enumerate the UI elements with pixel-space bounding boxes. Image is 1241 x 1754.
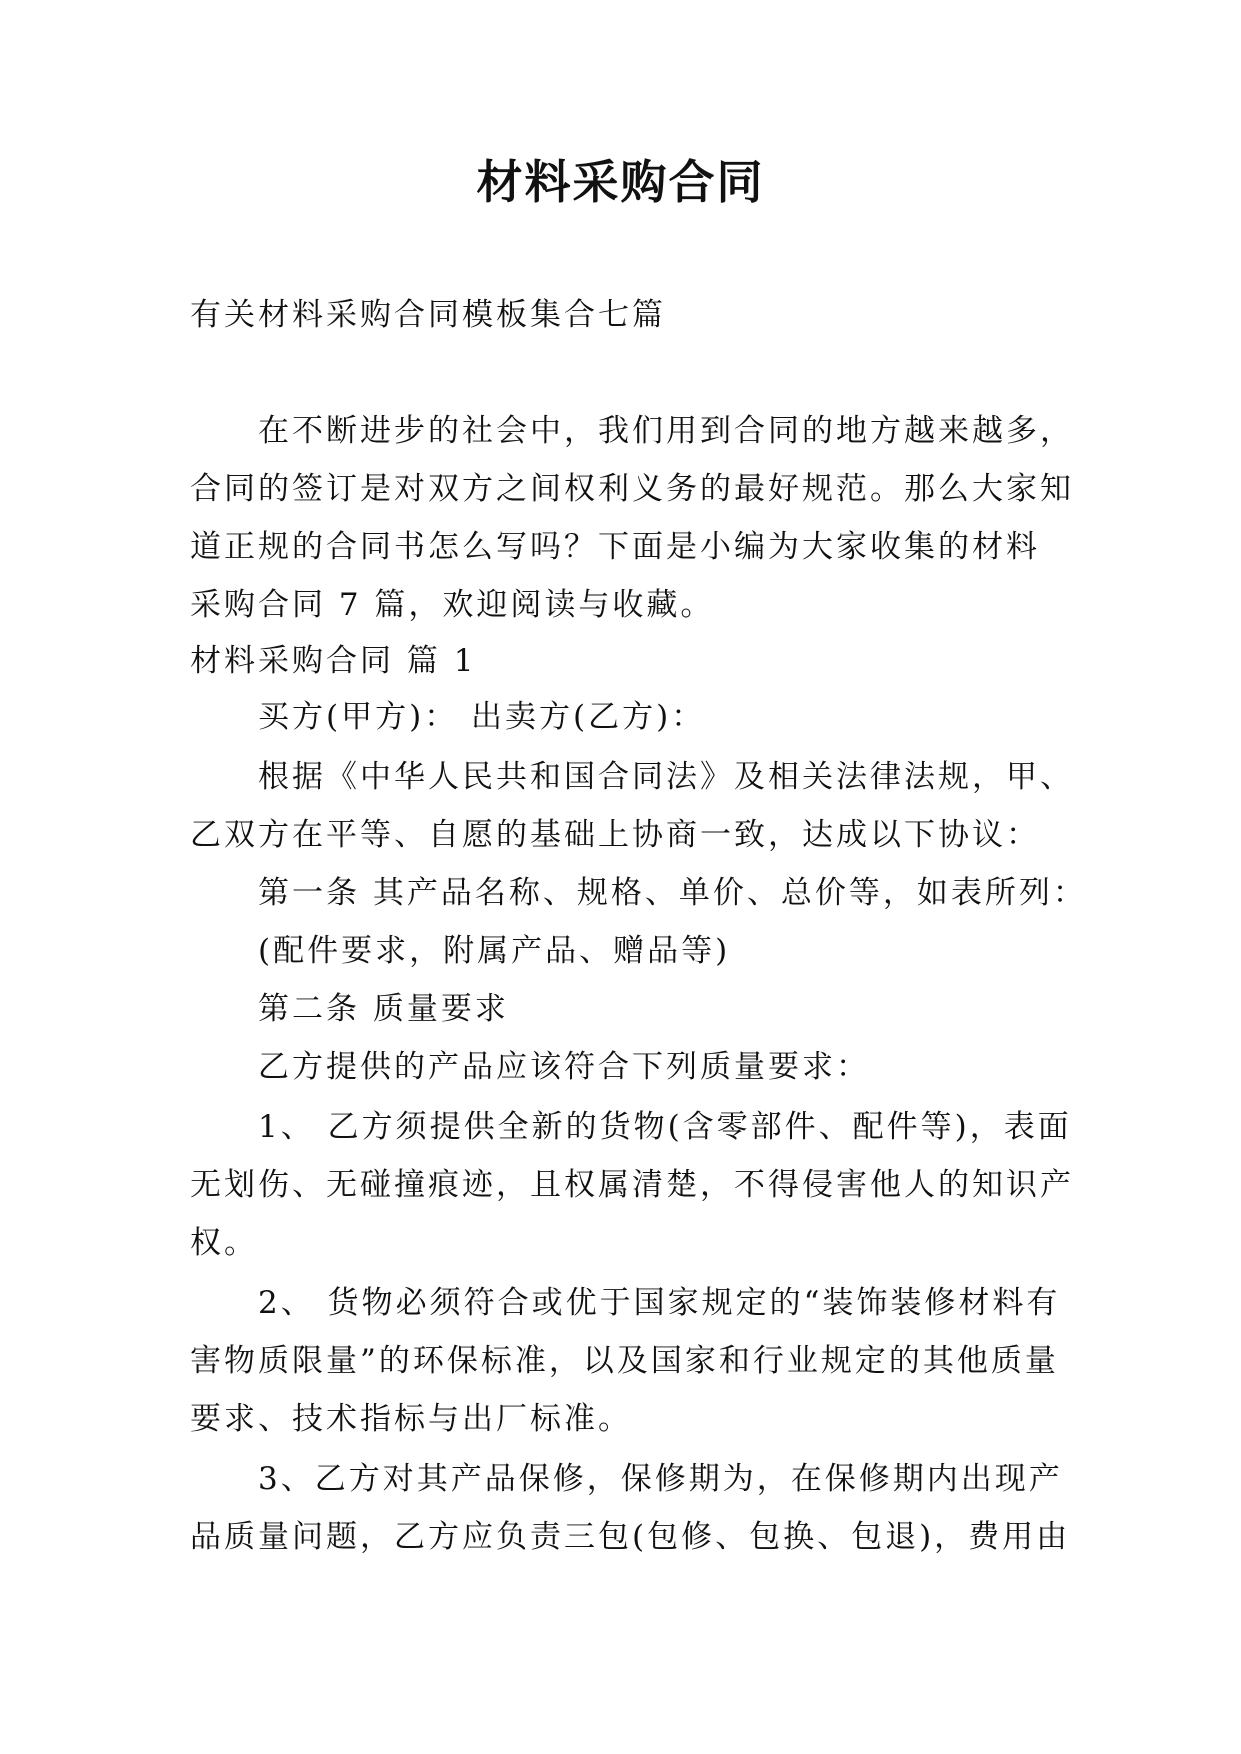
- body-line-8: 1、 乙方须提供全新的货物(含零部件、配件等)，表面: [258, 1109, 1072, 1145]
- intro-line-1: 在不断进步的社会中，我们用到合同的地方越来越多，: [258, 413, 1074, 449]
- body-line-10: 权。: [190, 1225, 258, 1261]
- intro-line-4: 采购合同 7 篇，欢迎阅读与收藏。: [190, 587, 715, 623]
- body-line-15: 品质量问题，乙方应负责三包(包修、包换、包退)，费用由: [190, 1519, 1071, 1555]
- body-line-4: 第一条 其产品名称、规格、单价、总价等，如表所列：: [258, 875, 1087, 911]
- body-line-13: 要求、技术指标与出厂标准。: [190, 1401, 632, 1437]
- body-line-12: 害物质限量”的环保标准，以及国家和行业规定的其他质量: [190, 1343, 1059, 1379]
- body-line-3: 乙双方在平等、自愿的基础上协商一致，达成以下协议：: [190, 817, 1040, 853]
- body-line-7: 乙方提供的产品应该符合下列质量要求：: [258, 1049, 870, 1085]
- document-subtitle: 有关材料采购合同模板集合七篇: [190, 297, 666, 333]
- body-line-1: 买方(甲方)： 出卖方(乙方)：: [258, 699, 706, 735]
- body-line-2: 根据《中华人民共和国合同法》及相关法律法规，甲、: [258, 759, 1074, 795]
- document-title: 材料采购合同: [476, 155, 765, 209]
- body-line-5: (配件要求，附属产品、赠品等): [258, 933, 731, 969]
- intro-line-2: 合同的签订是对双方之间权利义务的最好规范。那么大家知: [190, 471, 1074, 507]
- body-line-6: 第二条 质量要求: [258, 991, 509, 1027]
- intro-line-3: 道正规的合同书怎么写吗？下面是小编为大家收集的材料: [190, 529, 1040, 565]
- body-line-11: 2、 货物必须符合或优于国家规定的“装饰装修材料有: [258, 1285, 1061, 1321]
- body-line-9: 无划伤、无碰撞痕迹，且权属清楚，不得侵害他人的知识产: [190, 1167, 1074, 1203]
- section-heading: 材料采购合同 篇 1: [190, 643, 477, 679]
- body-line-14: 3、乙方对其产品保修，保修期为，在保修期内出现产: [258, 1461, 1063, 1497]
